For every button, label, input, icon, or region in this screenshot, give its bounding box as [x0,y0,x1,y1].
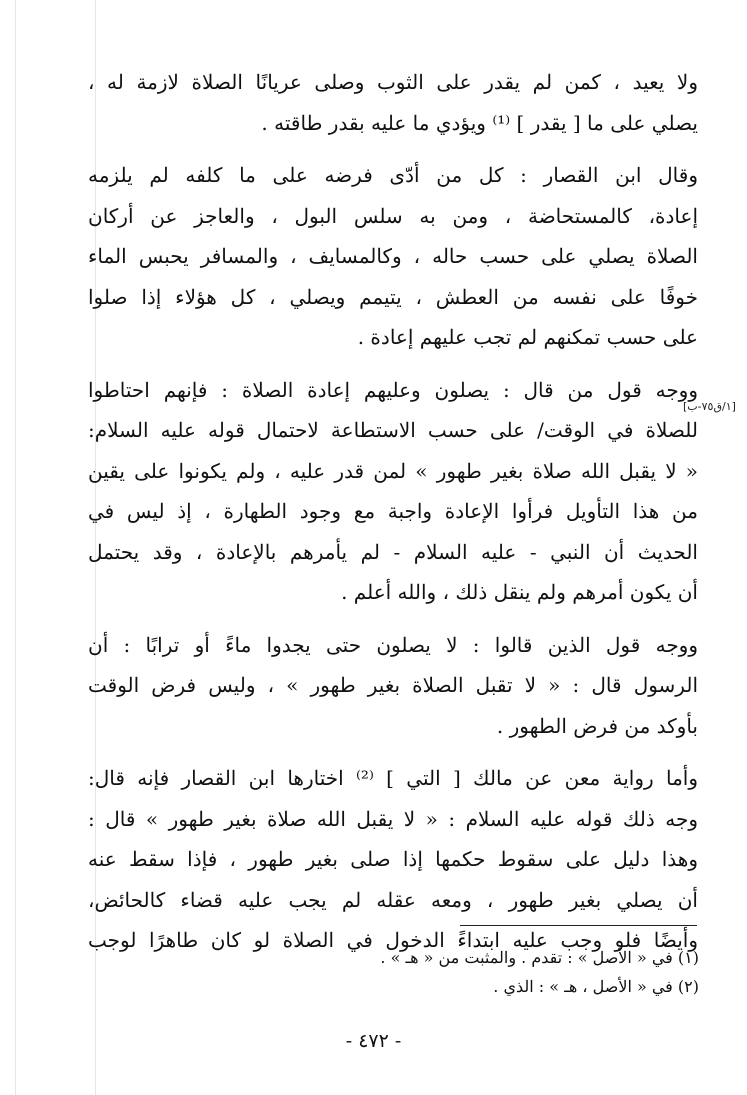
footnotes [79,943,699,1001]
text-line: ووجه قول الذين قالوا : لا يصلون حتى يجدوا ماءً أو ترابًا : أن [88,632,698,657]
text-line: يصلي على ما [ يقدر ] ⁽¹⁾ ويؤدي ما عليه بقدر طاقته . [261,110,698,135]
text-line: الصلاة يصلي على حسب حاله ، وكالمسايف ، والمسافر يحبس الماء [88,244,698,268]
footnote: (٢) في « الأصل ، هـ » : الذي . [493,977,699,996]
text-line: وجه ذلك قوله عليه السلام : « لا يقبل الله صلاة بغير طهور » قال : [88,806,698,831]
paragraph [88,625,698,747]
text-line: من هذا التأويل فرأوا الإعادة واجبة مع وجود الطهارة ، إذ ليس في [88,499,698,523]
paragraph [88,370,698,613]
page-number: - ٤٧٢ - [345,1030,402,1052]
text-line: أن يصلي بغير طهور ، ومعه عقله لم يجب عليه قضاء كالحائض، [88,887,698,912]
text-line: للصلاة في الوقت/ على حسب الاستطاعة لاحتمال قوله عليه السلام: [88,418,698,442]
manuscript-folio-reference: [١/ق٧٥-ب] [683,400,736,413]
text-line: الرسول قال : « لا تقبل الصلاة بغير طهور » ، وليس فرض الوقت [88,673,698,697]
footnote: (١) في « الأصل » : تقدم . والمثبت من « هـ » . [380,948,699,967]
text-line: الحديث أن النبي - عليه السلام - لم يأمرهم بالإعادة ، وقد يحتمل [88,539,698,564]
text-line: « لا يقبل الله صلاة بغير طهور » لمن قدر عليه ، ولم يكونوا على يقين [88,458,698,483]
main-text [88,62,698,973]
text-line: وأما رواية معن عن مالك [ التي ] ⁽²⁾ اختارها ابن القصار فإنه قال: [88,766,698,790]
text-line: خوفًا على نفسه من العطش ، يتيمم ويصلي ، كل هؤلاء إذا صلوا [88,284,698,309]
paragraph [88,62,698,143]
text-line: وقال ابن القصار : كل من أدّى فرضه على ما كلفه لم يلزمه [88,163,698,187]
text-line: بأوكد من فرض الطهور . [496,713,698,738]
text-line: ولا يعيد ، كمن لم يقدر على الثوب وصلى عريانًا الصلاة لازمة له ، [88,70,698,94]
paragraph [88,155,698,358]
scan-edge-line [15,0,16,1095]
text-line: أن يكون أمرهم ولم ينقل ذلك ، والله أعلم . [341,580,698,604]
text-line: وهذا دليل على سقوط حكمها إذا صلى بغير طهور ، فإذا سقط عنه [88,847,698,871]
footnote-separator [460,925,697,926]
text-line: إعادة، كالمستحاضة ، ومن به سلس البول ، والعاجز عن أركان [88,203,698,228]
paragraph [88,758,698,961]
text-line: وأيضًا فلو وجب عليه ابتداءً الدخول في الصلاة لو كان طاهرًا لوجب [88,928,698,952]
text-line: على حسب تمكنهم لم تجب عليهم إعادة . [357,325,698,349]
text-line: ووجه قول من قال : يصلون وعليهم إعادة الصلاة : فإنهم احتاطوا [88,377,698,402]
